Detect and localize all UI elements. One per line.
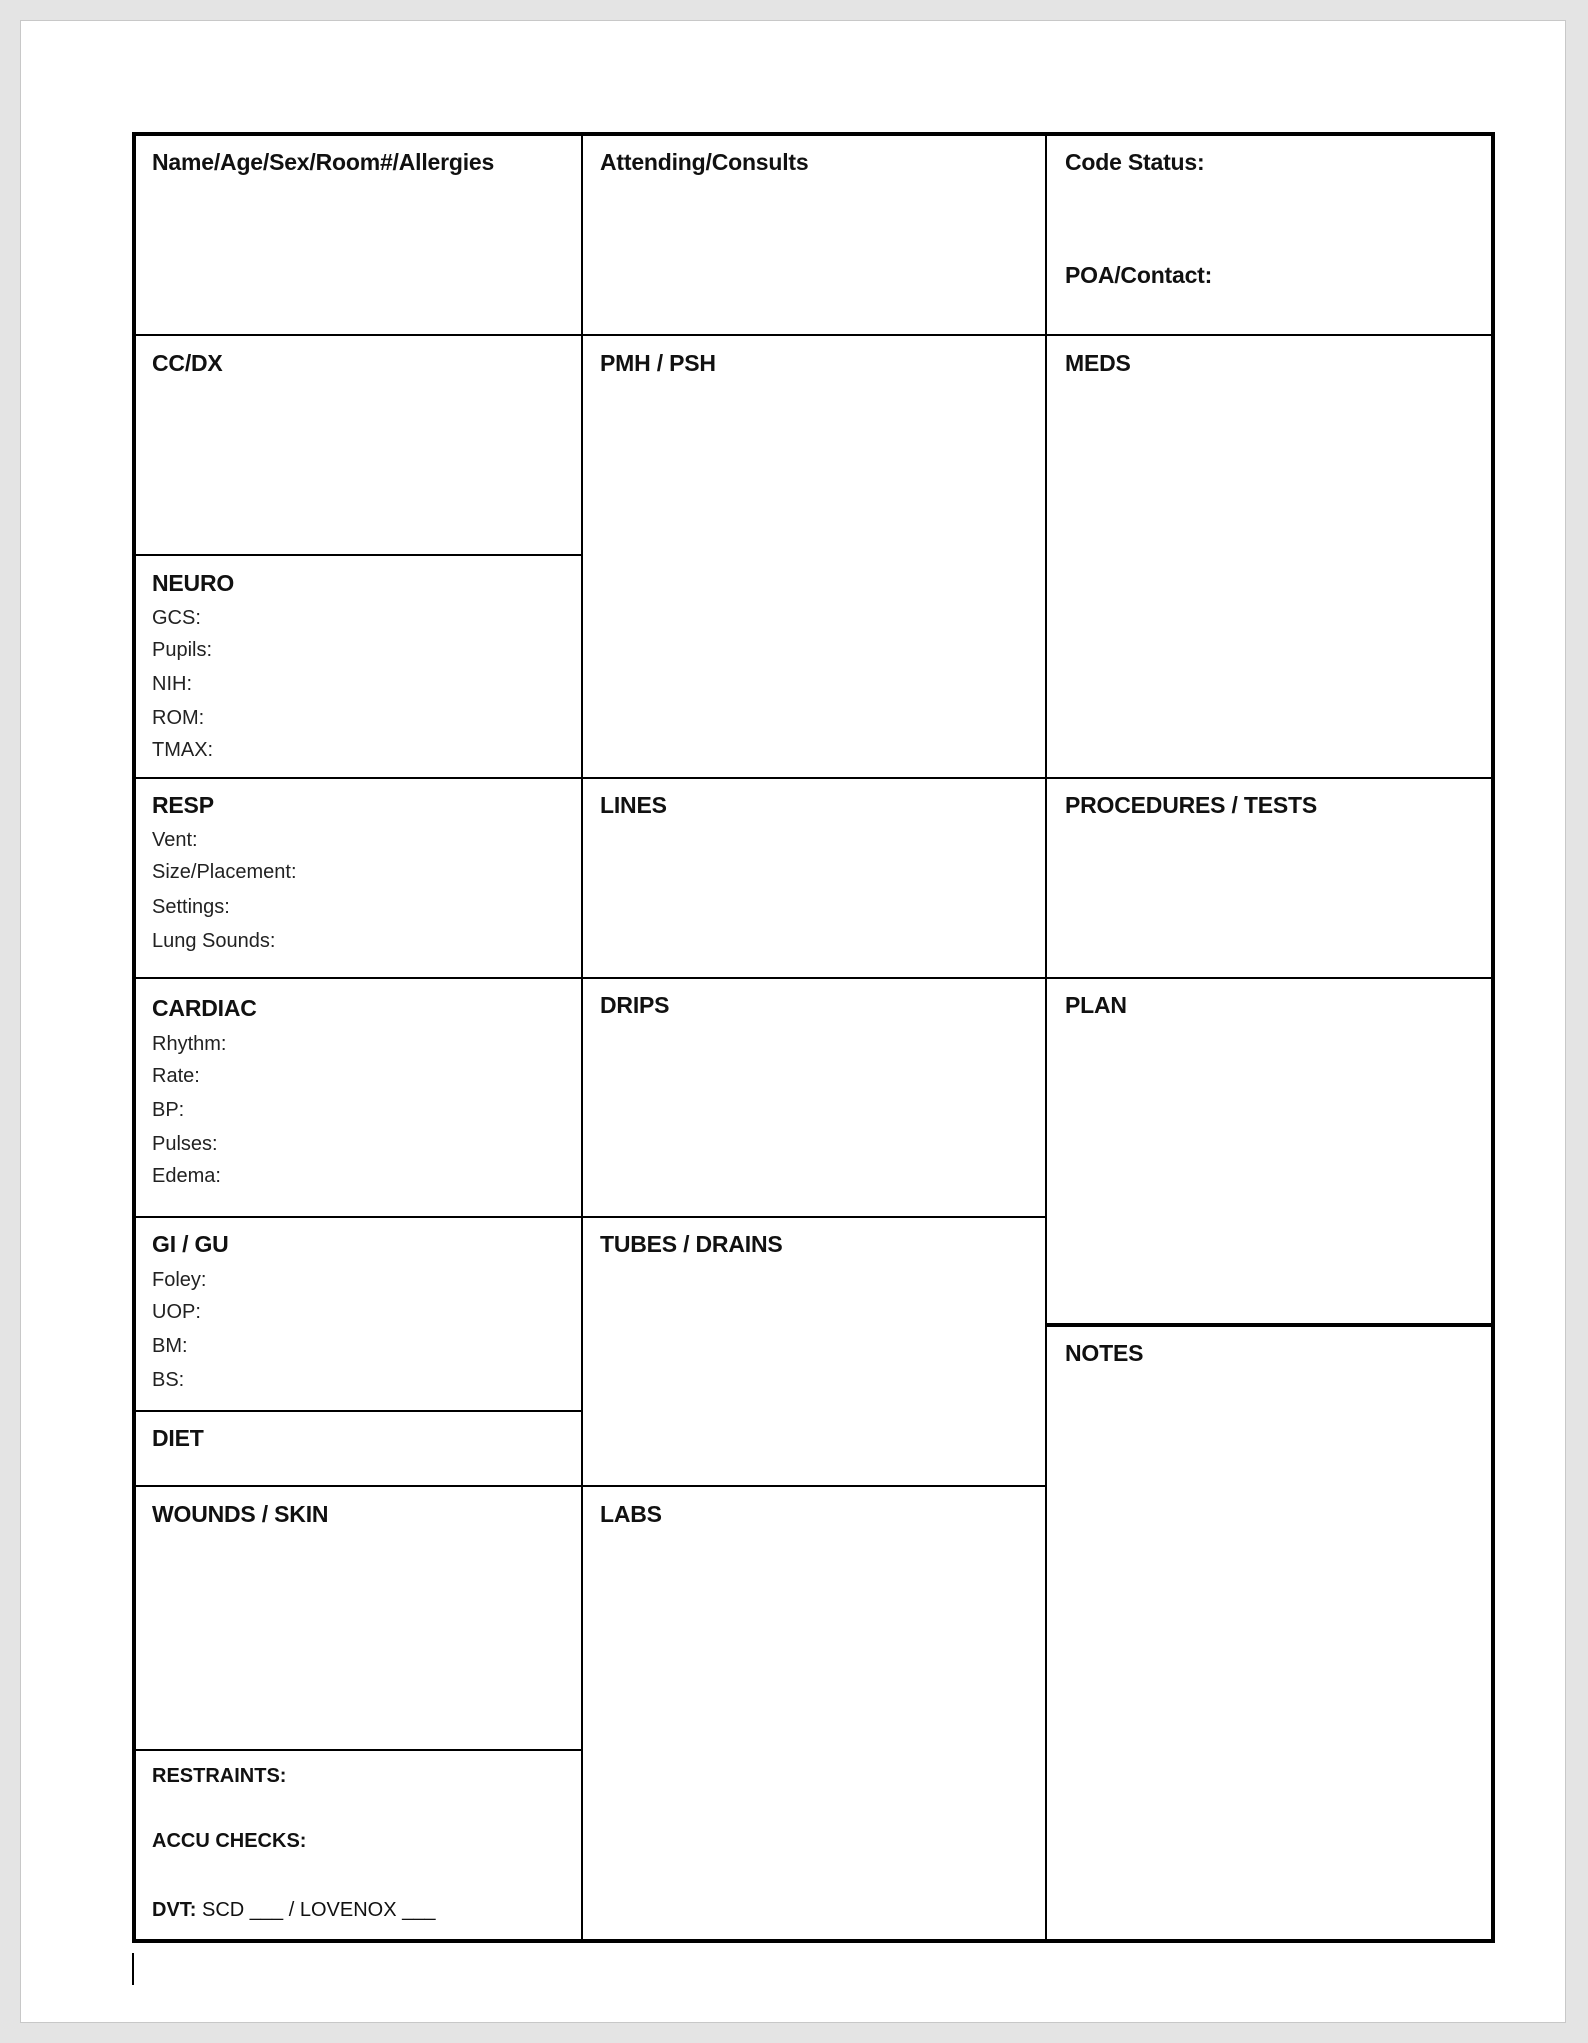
col2-divider-labs: [581, 1485, 1046, 1487]
lines-label: LINES: [600, 792, 667, 818]
resp-size-placement-field: Size/Placement:: [152, 861, 297, 883]
cardiac-edema-field: Edema:: [152, 1165, 221, 1187]
dvt-label: DVT:: [152, 1899, 197, 1921]
text-cursor: [132, 1953, 134, 1985]
col1-divider-gigu: [132, 1216, 582, 1218]
row-divider-resp: [132, 777, 1495, 779]
neuro-gcs-field: GCS:: [152, 607, 201, 629]
drips-label: DRIPS: [600, 992, 670, 1018]
gigu-foley-field: Foley:: [152, 1269, 207, 1291]
gi-gu-label: GI / GU: [152, 1231, 229, 1257]
col2-divider-tubes: [581, 1216, 1046, 1218]
procedures-tests-label: PROCEDURES / TESTS: [1065, 792, 1317, 818]
poa-contact-label: POA/Contact:: [1065, 262, 1213, 288]
labs-label: LABS: [600, 1501, 662, 1527]
document-page: [20, 20, 1566, 2023]
neuro-label: NEURO: [152, 570, 235, 596]
gigu-bm-field: BM:: [152, 1335, 188, 1357]
dvt-line: [152, 1898, 435, 1922]
neuro-nih-field: NIH:: [152, 673, 192, 695]
name-age-sex-room-allergies-label: Name/Age/Sex/Room#/Allergies: [152, 149, 495, 175]
cc-dx-label: CC/DX: [152, 350, 223, 376]
notes-label: NOTES: [1065, 1340, 1144, 1366]
attending-consults-label: Attending/Consults: [600, 149, 809, 175]
pmh-psh-label: PMH / PSH: [600, 350, 716, 376]
tubes-drains-label: TUBES / DRAINS: [600, 1231, 783, 1257]
plan-label: PLAN: [1065, 992, 1127, 1018]
diet-label: DIET: [152, 1425, 204, 1451]
dvt-options: SCD ___ / LOVENOX ___: [196, 1899, 436, 1921]
col1-divider-diet: [132, 1410, 582, 1412]
col3-divider-notes: [1045, 1323, 1495, 1327]
resp-label: RESP: [152, 792, 214, 818]
neuro-rom-field: ROM:: [152, 707, 205, 729]
col1-divider-restraints: [132, 1749, 582, 1751]
resp-settings-field: Settings:: [152, 896, 230, 918]
neuro-tmax-field: TMAX:: [152, 739, 214, 761]
resp-lung-sounds-field: Lung Sounds:: [152, 930, 276, 952]
column-divider-2: [1045, 132, 1047, 1943]
restraints-label: RESTRAINTS:: [152, 1765, 287, 1787]
meds-label: MEDS: [1065, 350, 1131, 376]
row-divider-top: [132, 334, 1495, 336]
column-divider-1: [581, 132, 583, 1943]
wounds-skin-label: WOUNDS / SKIN: [152, 1501, 329, 1527]
col1-divider-wounds: [132, 1485, 582, 1487]
neuro-pupils-field: Pupils:: [152, 639, 213, 661]
cardiac-rate-field: Rate:: [152, 1065, 200, 1087]
cardiac-label: CARDIAC: [152, 995, 257, 1021]
row-divider-cardiac: [132, 977, 1495, 979]
cardiac-bp-field: BP:: [152, 1099, 185, 1121]
cardiac-pulses-field: Pulses:: [152, 1133, 218, 1155]
code-status-label: Code Status:: [1065, 149, 1205, 175]
cardiac-rhythm-field: Rhythm:: [152, 1033, 227, 1055]
gigu-uop-field: UOP:: [152, 1301, 201, 1323]
report-sheet-table: [132, 132, 1495, 1943]
gigu-bs-field: BS:: [152, 1369, 185, 1391]
accu-checks-label: ACCU CHECKS:: [152, 1830, 307, 1852]
resp-vent-field: Vent:: [152, 829, 198, 851]
col1-divider-neuro: [132, 554, 582, 556]
